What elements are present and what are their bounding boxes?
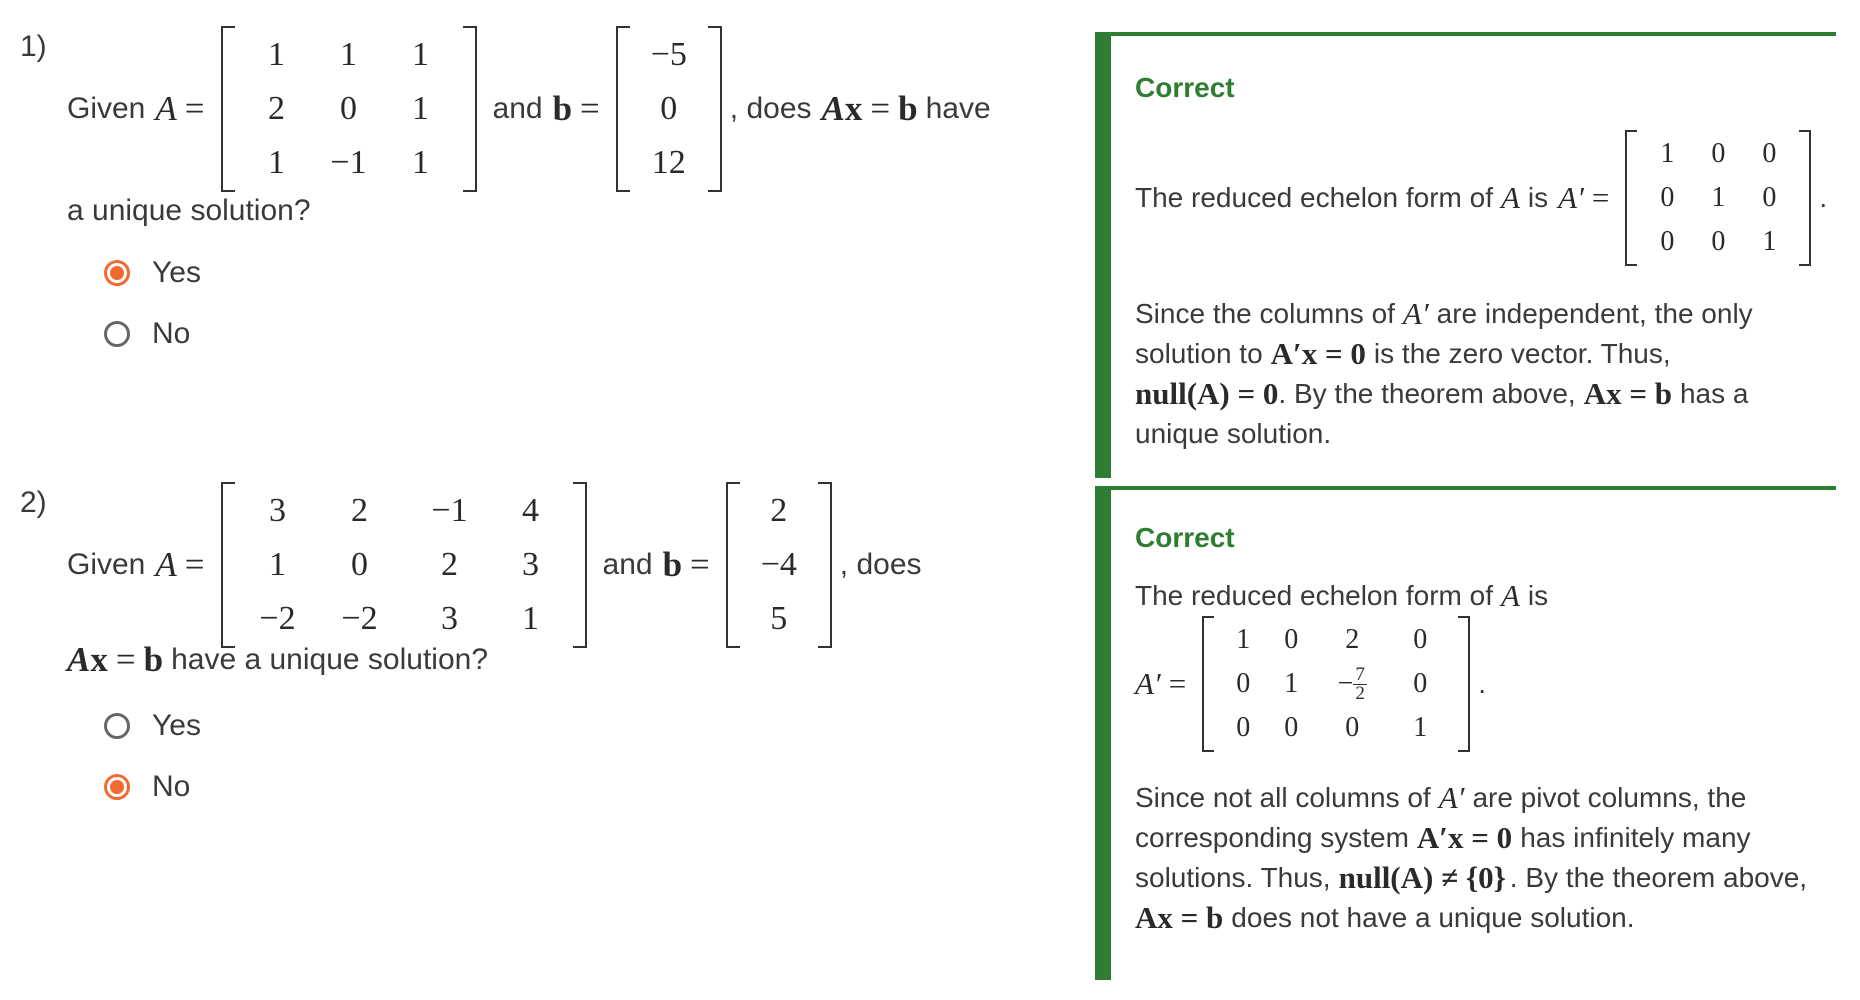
feedback-panel-2 [1095, 486, 1836, 980]
fb2-p2: corresponding system [1135, 822, 1409, 853]
matrix-cell: 0 [1284, 624, 1299, 655]
q2-option-no[interactable] [104, 770, 190, 804]
q2-yes-radio[interactable] [104, 713, 130, 739]
matrix-cell: −2 [259, 600, 296, 637]
question-1-prompt [67, 26, 991, 192]
q2-a-symbol: A [155, 545, 177, 584]
fb1-rref-matrix [1625, 130, 1811, 266]
feedback-1-top-border [1095, 32, 1836, 36]
matrix-cell: −1 [431, 492, 468, 529]
fb2-p2-math: A′x = 0 [1416, 820, 1513, 855]
vector-cell: −4 [760, 546, 797, 583]
matrix-cell: 4 [522, 492, 540, 529]
fb2-p1: Since not all columns of [1135, 782, 1431, 813]
q2-no-label: No [152, 770, 191, 803]
matrix-cell: 1 [1284, 668, 1299, 699]
matrix-cell: 0 [351, 546, 369, 583]
matrix-cell: 1 [412, 90, 430, 127]
fb1-p3c: has a [1679, 378, 1749, 409]
fb2-rref-text: The reduced echelon form of [1135, 580, 1493, 611]
q1-ax-equals: = [870, 89, 891, 128]
fb2-eq: = [1168, 666, 1187, 701]
fb2-aprime: A′ [1135, 666, 1161, 701]
q1-does-text: , does [729, 92, 812, 125]
q2-line2-text: have a unique solution? [171, 643, 488, 676]
feedback-2-title: Correct [1135, 522, 1235, 553]
matrix-cell: 0 [1711, 138, 1726, 169]
matrix-cell: 3 [441, 600, 459, 637]
q1-no-label: No [152, 317, 191, 350]
matrix-cell: 1 [522, 600, 540, 637]
fb2-period: . [1478, 668, 1486, 699]
matrix-cell: 3 [269, 492, 287, 529]
q2-and-text: and [602, 548, 653, 581]
matrix-cell: 1 [1762, 226, 1777, 257]
matrix-cell: 0 [1413, 668, 1428, 699]
fb1-p1: Since the columns of [1135, 298, 1395, 329]
q1-option-yes[interactable] [104, 256, 201, 290]
q2-line2-b: b [143, 640, 164, 679]
q1-ax-b: b [898, 89, 918, 128]
q2-matrix-a [221, 482, 587, 648]
matrix-cell: 0 [1711, 226, 1726, 257]
feedback-2-side-bar [1095, 486, 1111, 980]
q2-equals-b: = [690, 545, 710, 584]
matrix-cell: 2 [441, 546, 459, 583]
fb1-is: is [1527, 182, 1549, 213]
q1-no-radio[interactable] [104, 321, 130, 347]
fb1-p3-math: null(A) = 0 [1135, 376, 1279, 411]
matrix-cell: 2 [1345, 624, 1360, 655]
fb1-p1b: are independent, the only [1436, 298, 1753, 329]
vector-cell: 2 [770, 492, 788, 529]
q2-line2 [67, 640, 488, 680]
matrix-cell: 2 [268, 90, 286, 127]
fb2-is: is [1527, 580, 1549, 611]
q1-vector-b [616, 26, 722, 192]
fb1-p4: unique solution. [1135, 418, 1332, 449]
question-1-number: 1) [20, 30, 47, 63]
fb1-period: . [1819, 182, 1828, 213]
feedback-2-top-border [1095, 486, 1836, 490]
q2-no-radio[interactable] [104, 774, 130, 800]
vector-cell: 12 [651, 144, 686, 181]
fb2-p2b: has infinitely many [1520, 822, 1751, 853]
question-2-prompt [67, 482, 922, 648]
matrix-cell: 0 [1413, 624, 1428, 655]
fb1-p3-math2: Ax = b [1583, 376, 1672, 411]
fb2-a: A [1500, 578, 1520, 613]
q1-b-symbol: b [552, 89, 573, 128]
feedback-2-matrix-line [1135, 616, 1486, 752]
q1-yes-radio[interactable] [104, 260, 130, 286]
matrix-cell: 1 [1711, 182, 1726, 213]
q2-line2-a: A [67, 640, 91, 679]
fb2-p1-aprime: A′ [1438, 780, 1465, 815]
fb2-p3b: . By the theorem above, [1509, 862, 1808, 893]
q1-option-no[interactable] [104, 317, 190, 351]
fb1-p1-aprime: A′ [1402, 296, 1429, 331]
fb1-p2: solution to [1135, 338, 1263, 369]
fb2-p3: solutions. Thus, [1135, 862, 1331, 893]
q1-have-text: have [925, 92, 991, 125]
matrix-cell: 0 [1660, 226, 1675, 257]
matrix-cell: 1 [340, 36, 358, 73]
fb1-eq: = [1591, 180, 1610, 215]
fb1-p2-math: A′x = 0 [1270, 336, 1366, 371]
feedback-1-title: Correct [1135, 72, 1235, 103]
matrix-cell: 1 [268, 36, 286, 73]
fb1-p3b: . By the theorem above, [1278, 378, 1576, 409]
vector-cell: 5 [770, 600, 788, 637]
q1-matrix-a [221, 26, 477, 192]
matrix-cell: 2 [351, 492, 369, 529]
q2-option-yes[interactable] [104, 709, 201, 743]
q2-b-symbol: b [662, 545, 683, 584]
q1-and-text: and [492, 92, 543, 125]
matrix-cell: −2 [341, 600, 378, 637]
matrix-cell: 1 [269, 546, 287, 583]
matrix-cell: 1 [1660, 138, 1675, 169]
feedback-2-explanation [1135, 778, 1835, 938]
fb1-p2b: is the zero vector. Thus, [1373, 338, 1671, 369]
matrix-cell: 0 [1660, 182, 1675, 213]
q2-vector-b [726, 482, 832, 648]
matrix-cell: 3 [522, 546, 540, 583]
q2-does-text: , does [839, 548, 922, 581]
fb2-p3-math: null(A) ≠ {0} [1338, 860, 1506, 895]
matrix-cell: 1 [412, 144, 430, 181]
question-2-number: 2) [20, 486, 47, 519]
matrix-cell: 0 [1762, 138, 1777, 169]
matrix-cell: 0 [340, 90, 358, 127]
q1-equals-b: = [580, 89, 600, 128]
matrix-cell: 1 [1413, 712, 1428, 743]
matrix-cell: 0 [1762, 182, 1777, 213]
fb1-rref-text: The reduced echelon form of [1135, 182, 1493, 213]
feedback-1-side-bar [1095, 32, 1111, 478]
matrix-cell: 0 [1345, 712, 1360, 743]
q1-line2: a unique solution? [67, 194, 311, 227]
fb2-p4-math: Ax = b [1135, 900, 1224, 935]
matrix-cell: 0 [1236, 668, 1251, 699]
feedback-1-explanation [1135, 294, 1825, 454]
q1-ax-a: A [821, 89, 845, 128]
fb2-p4b: does not have a unique solution. [1231, 902, 1635, 933]
feedback-1-rref-line [1135, 130, 1827, 266]
q2-line2-x: x [90, 640, 108, 679]
q1-ax-x: x [844, 89, 863, 128]
q2-yes-label: Yes [152, 709, 201, 742]
matrix-cell: 0 [1236, 712, 1251, 743]
fb2-p1b: are pivot columns, the [1472, 782, 1747, 813]
feedback-panel-1 [1095, 32, 1836, 478]
q1-equals: = [184, 89, 205, 128]
q1-yes-label: Yes [152, 256, 201, 289]
q2-given-text: Given [67, 548, 146, 581]
q1-a-symbol: A [155, 89, 177, 128]
fraction-denominator: 2 [1355, 682, 1365, 704]
matrix-cell: 1 [1236, 624, 1251, 655]
q2-line2-equals: = [115, 640, 136, 679]
matrix-cell-fraction: − $\frac{7}{2}$ [1337, 663, 1365, 704]
fb1-a: A [1500, 180, 1520, 215]
matrix-cell: 0 [1284, 712, 1299, 743]
fb1-aprime: A′ [1558, 180, 1584, 215]
feedback-2-rref-line [1135, 576, 1548, 616]
q1-given-text: Given [67, 92, 146, 125]
fb2-rref-matrix [1202, 616, 1470, 752]
matrix-cell: −1 [330, 144, 367, 181]
vector-cell: −5 [650, 36, 687, 73]
matrix-cell: 1 [268, 144, 286, 181]
fraction-numerator: 7 [1355, 663, 1365, 685]
matrix-cell: 1 [412, 36, 430, 73]
q2-equals: = [184, 545, 205, 584]
vector-cell: 0 [660, 90, 678, 127]
